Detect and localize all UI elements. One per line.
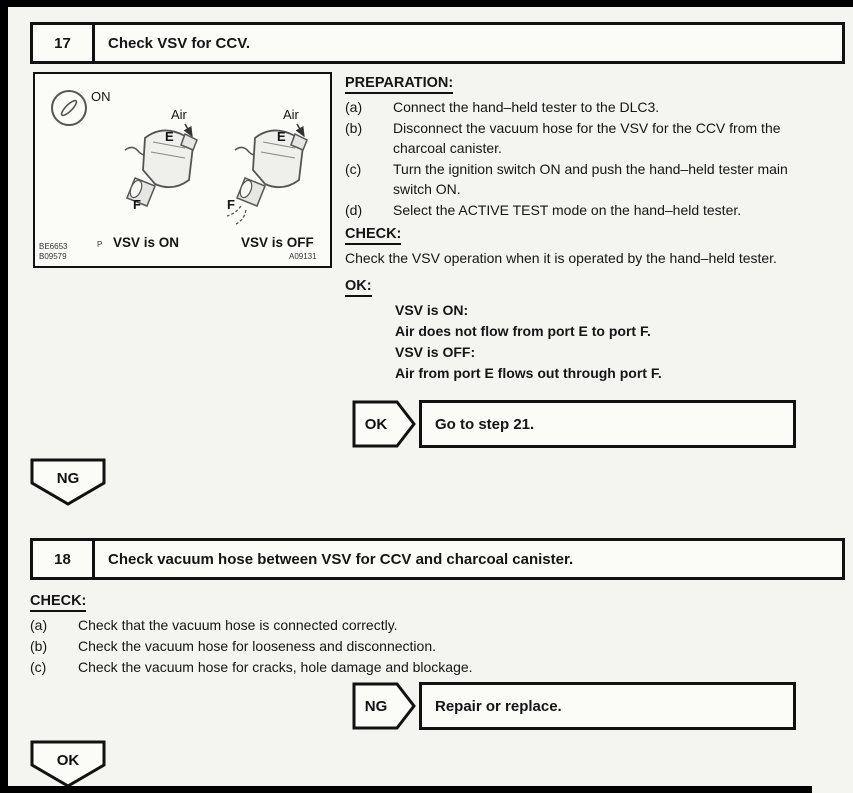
- item-label: (d): [345, 202, 363, 218]
- item-label: (a): [30, 617, 48, 633]
- list-item: [30, 636, 810, 656]
- figure-code-2: B09579: [39, 252, 67, 261]
- step-18-title: Check vacuum hose between VSV for CCV and charcoal canister.: [108, 550, 574, 568]
- item-text: Turn the ignition switch ON and push the hand–held tester main switch ON.: [393, 161, 788, 197]
- ignition-on-label: ON: [91, 89, 111, 104]
- ng-action-text: Repair or replace.: [435, 697, 562, 715]
- vsv-off-caption: VSV is OFF: [241, 235, 314, 250]
- item-text: Check the vacuum hose for cracks, hole damage and blockage.: [78, 659, 473, 675]
- item-label: (b): [345, 120, 363, 136]
- scan-border-top: [0, 0, 853, 7]
- scan-border-left: [0, 0, 8, 793]
- item-text: Connect the hand–held tester to the DLC3.: [393, 99, 660, 115]
- check-heading: CHECK:: [30, 593, 86, 612]
- check-heading: CHECK:: [345, 226, 401, 245]
- item-text: Check the vacuum hose for looseness and disconnection.: [78, 638, 436, 654]
- ok-heading: OK:: [345, 278, 372, 297]
- step-18-number: 18: [33, 541, 95, 577]
- port-f-label-left: F: [133, 197, 141, 212]
- port-e-label-left: E: [165, 129, 174, 144]
- ok-down-arrow-shape: [30, 740, 106, 788]
- item-label: (b): [30, 638, 48, 654]
- ok-arrow-shape: [352, 400, 416, 448]
- list-item: [345, 97, 797, 117]
- step-18-header: [30, 538, 845, 580]
- vsv-figure: [33, 72, 332, 268]
- ng-down-arrow-shape: [30, 458, 106, 506]
- ok-criteria-line: Air from port E flows out through port F.: [395, 365, 662, 381]
- item-text: Select the ACTIVE TEST mode on the hand–held tester.: [393, 202, 742, 218]
- ok-arrow-label: OK: [364, 416, 388, 433]
- item-label: (a): [345, 99, 363, 115]
- list-item: [345, 159, 797, 199]
- ng-arrow-shape: [352, 682, 416, 730]
- port-e-label-right: E: [277, 129, 286, 144]
- step-17-title: Check VSV for CCV.: [108, 34, 250, 52]
- vsv-on-caption: VSV is ON: [113, 235, 180, 250]
- ng-arrow-label: NG: [364, 698, 388, 715]
- step-18-check-block: [30, 592, 810, 678]
- list-item: [345, 118, 797, 158]
- item-text: Check that the vacuum hose is connected correctly.: [78, 617, 398, 633]
- air-label-right: Air: [283, 107, 299, 122]
- list-item: [30, 657, 810, 677]
- list-item: [345, 200, 797, 220]
- step-17-header: [30, 22, 845, 64]
- ok-criteria-line: VSV is OFF:: [395, 344, 476, 360]
- figure-code-3: A09131: [289, 252, 317, 261]
- list-item: [30, 615, 810, 635]
- ng-action-box: [419, 682, 796, 730]
- air-label-left: Air: [171, 107, 187, 122]
- step-17-instructions: [345, 74, 797, 384]
- figure-code-1: BE6653: [39, 242, 68, 251]
- port-f-label-right: F: [227, 197, 235, 212]
- ok-action-box: [419, 400, 796, 448]
- item-label: (c): [345, 161, 362, 177]
- item-label: (c): [30, 659, 47, 675]
- ok-criteria-line: VSV is ON:: [395, 302, 469, 318]
- preparation-heading: PREPARATION:: [345, 75, 453, 94]
- ng-down-arrow-label: NG: [56, 470, 80, 487]
- scan-border-bottom: [0, 786, 812, 793]
- item-text: Disconnect the vacuum hose for the VSV for the CCV from the charcoal canister.: [393, 120, 781, 156]
- step-17-ok-result: [352, 400, 796, 448]
- ok-down-arrow-label: OK: [56, 752, 80, 769]
- check-text: Check the VSV operation when it is operated by the hand–held tester.: [345, 250, 777, 266]
- p-label: P: [97, 240, 103, 249]
- step-17-number: 17: [33, 25, 95, 61]
- ok-criteria-line: Air does not flow from port E to port F.: [395, 323, 651, 339]
- ok-action-text: Go to step 21.: [435, 415, 535, 433]
- step-18-ng-result: [352, 682, 796, 730]
